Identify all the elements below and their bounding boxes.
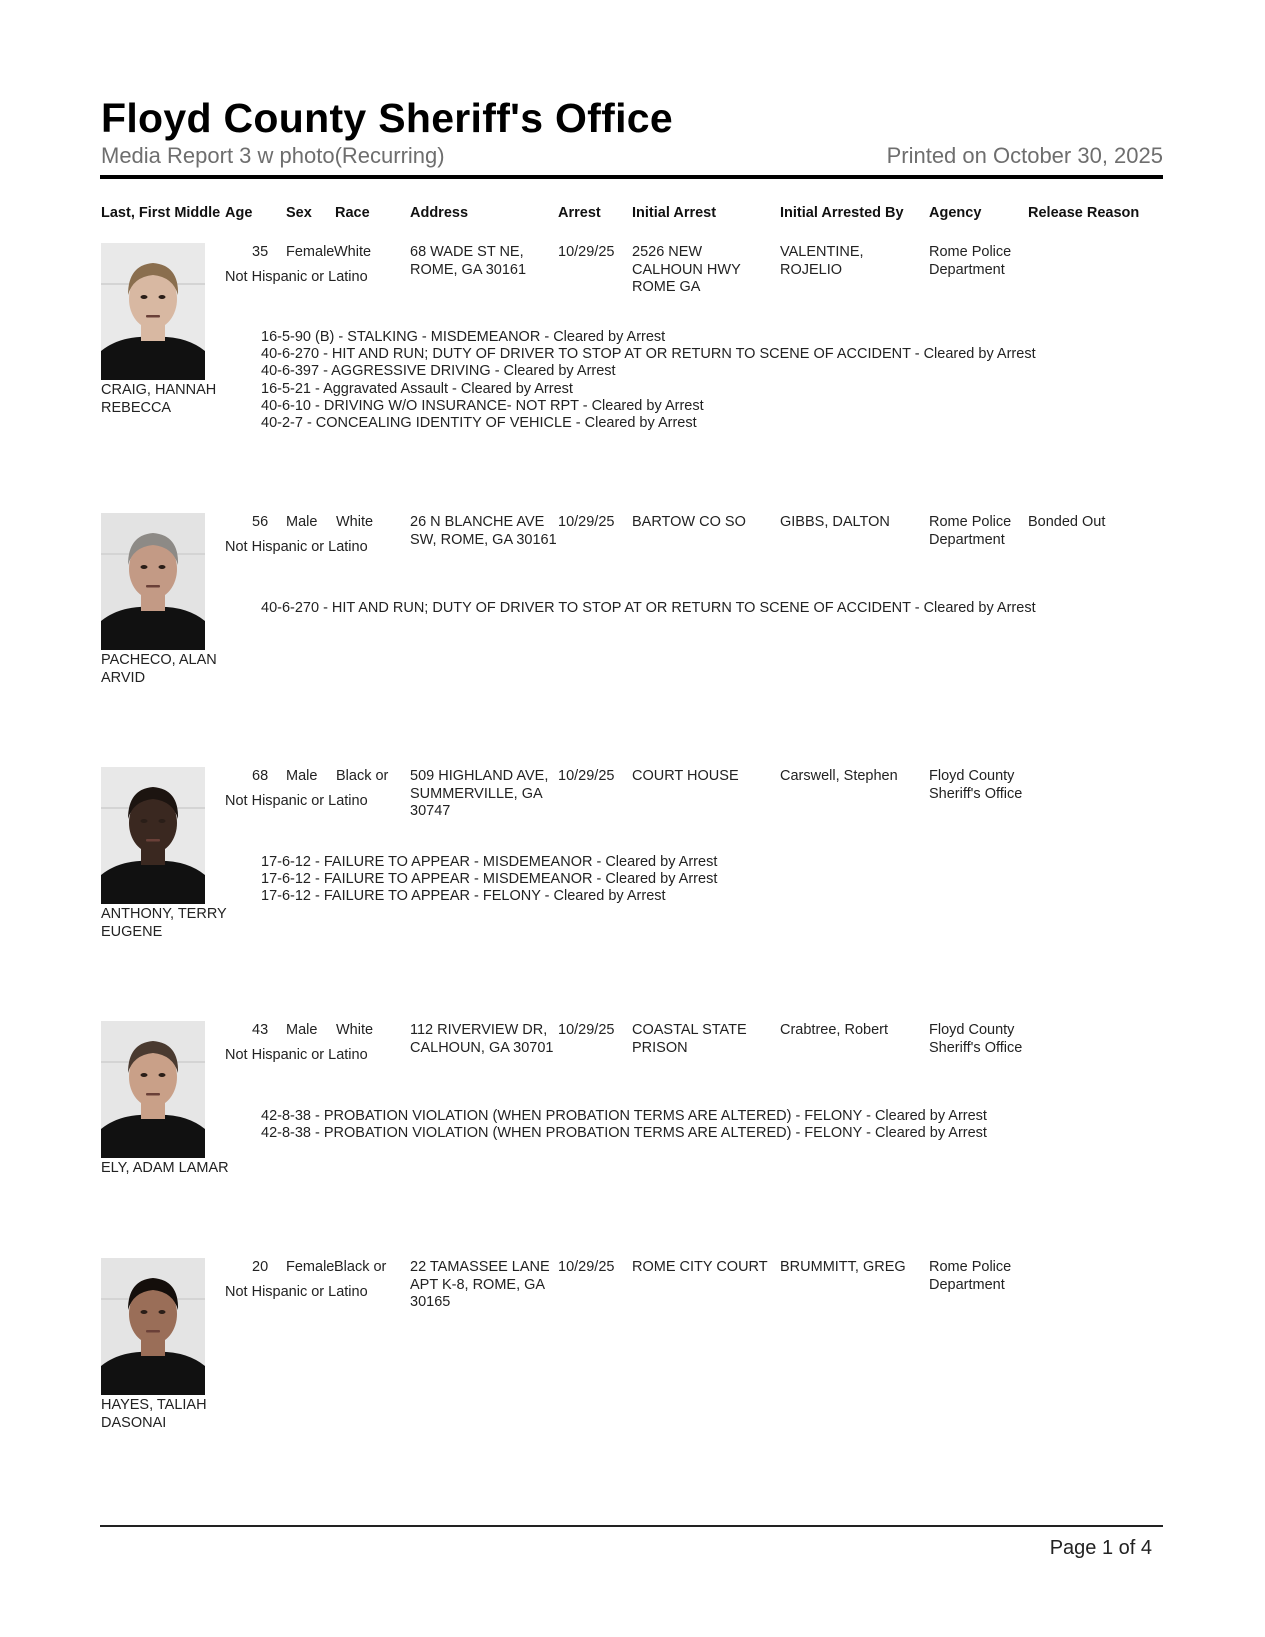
initial-arrest-location-line: COURT HOUSE: [632, 768, 739, 784]
initial-arrest-location-line: ROME GA: [632, 279, 701, 295]
col-sex: Sex: [286, 205, 312, 221]
initial-arrested-by: [780, 1259, 906, 1277]
initial-arrested-by-line: VALENTINE,: [780, 244, 864, 260]
initial-arrest-location-line: COASTAL STATE: [632, 1022, 747, 1038]
initial-arrested-by-line: GIBBS, DALTON: [780, 514, 890, 530]
header-rule: [100, 175, 1163, 179]
charges-list: [261, 854, 717, 906]
person-name: [101, 382, 216, 417]
name-line-1: CRAIG, HANNAH: [101, 382, 217, 398]
ethnicity-value: Not Hispanic or Latino: [225, 539, 368, 555]
address-value: [410, 768, 548, 821]
charge-item: 16-5-90 (B) - STALKING - MISDEMEANOR - Cleared by Arrest: [261, 329, 666, 345]
col-address: Address: [410, 205, 469, 221]
col-race: Race: [335, 205, 370, 221]
address-value: [410, 514, 557, 549]
col-name: Last, First Middle: [101, 205, 221, 221]
initial-arrest-location-line: 2526 NEW: [632, 244, 703, 260]
col-age: Age: [225, 205, 253, 221]
initial-arrested-by: [780, 514, 890, 532]
charge-item: 40-6-10 - DRIVING W/O INSURANCE- NOT RPT - Cleared by Arrest: [261, 397, 704, 414]
person-name: [101, 1160, 229, 1178]
name-line-1: PACHECO, ALAN: [101, 652, 217, 668]
initial-arrested-by-line: BRUMMITT, GREG: [780, 1259, 906, 1275]
address-value-line: 112 RIVERVIEW DR,: [410, 1022, 548, 1038]
agency-value-line: Sheriff's Office: [929, 785, 1023, 802]
charge-item: 40-6-270 - HIT AND RUN; DUTY OF DRIVER TO STOP AT OR RETURN TO SCENE OF ACCIDENT - Cleared by Arrest: [261, 600, 1036, 616]
charge-item: 40-6-397 - AGGRESSIVE DRIVING - Cleared by Arrest: [261, 363, 616, 380]
initial-arrest-location-line: PRISON: [632, 1039, 688, 1056]
name-line-1: HAYES, TALIAH: [101, 1397, 207, 1413]
col-release-reason: Release Reason: [1028, 205, 1140, 221]
ethnicity-value: Not Hispanic or Latino: [225, 793, 368, 809]
initial-arrested-by-line: Crabtree, Robert: [780, 1022, 888, 1038]
agency-value-line: Rome Police: [929, 1259, 1012, 1275]
charge-item: 42-8-38 - PROBATION VIOLATION (WHEN PROBATION TERMS ARE ALTERED) - FELONY - Cleared by Arrest: [261, 1108, 987, 1124]
initial-arrest-location: [632, 514, 746, 532]
person-name: [101, 906, 227, 941]
name-line-2: ARVID: [101, 669, 146, 686]
col-arrest: Arrest: [558, 205, 601, 221]
address-value-line: SW, ROME, GA 30161: [410, 531, 557, 548]
mugshot-photo: [101, 767, 205, 904]
address-value-line: APT K-8, ROME, GA: [410, 1276, 546, 1293]
sex-value: Male: [286, 768, 318, 784]
mugshot-photo: [101, 1021, 205, 1158]
sex-value: Female: [286, 244, 335, 260]
agency-value: [929, 514, 1011, 549]
charges-list: [261, 600, 1036, 617]
address-value-line: 30165: [410, 1294, 451, 1310]
address-value-line: 26 N BLANCHE AVE: [410, 514, 545, 530]
name-line-1: ELY, ADAM LAMAR: [101, 1160, 229, 1176]
race-value: Black or: [334, 1259, 387, 1275]
initial-arrest-location: [632, 1022, 747, 1057]
agency-value-line: Department: [929, 1276, 1005, 1293]
mugshot-photo: [101, 1258, 205, 1395]
charge-item: 17-6-12 - FAILURE TO APPEAR - MISDEMEANOR - Cleared by Arrest: [261, 854, 718, 870]
agency-value-line: Floyd County: [929, 1022, 1015, 1038]
race-value: Black or: [336, 768, 389, 784]
agency-value-line: Floyd County: [929, 768, 1015, 784]
printed-date: Printed on October 30, 2025: [886, 143, 1163, 168]
agency-value-line: Department: [929, 531, 1005, 548]
address-value: [410, 1259, 550, 1312]
charge-item: 17-6-12 - FAILURE TO APPEAR - MISDEMEANOR - Cleared by Arrest: [261, 871, 718, 888]
name-line-2: DASONAI: [101, 1414, 167, 1431]
page-number: Page 1 of 4: [1049, 1537, 1152, 1559]
charges-list: [261, 329, 1036, 432]
arrest-date: 10/29/25: [558, 1259, 615, 1275]
agency-value-line: Sheriff's Office: [929, 1039, 1023, 1056]
footer-rule: [100, 1525, 1163, 1527]
ethnicity-value: Not Hispanic or Latino: [225, 1284, 368, 1300]
initial-arrest-location: [632, 1259, 768, 1277]
ethnicity-value: Not Hispanic or Latino: [225, 269, 368, 285]
initial-arrest-location: [632, 244, 741, 297]
initial-arrest-location-line: ROME CITY COURT: [632, 1259, 768, 1275]
age-value: 35: [252, 244, 269, 260]
report-title: Floyd County Sheriff's Office: [101, 95, 673, 141]
sex-value: Male: [286, 514, 318, 530]
person-name: [101, 652, 217, 687]
initial-arrested-by: [780, 768, 898, 786]
agency-value-line: Rome Police: [929, 514, 1012, 530]
report-subtitle: Media Report 3 w photo(Recurring): [101, 143, 445, 168]
arrest-date: 10/29/25: [558, 244, 615, 260]
agency-value-line: Rome Police: [929, 244, 1012, 260]
agency-value-line: Department: [929, 261, 1005, 278]
release-reason: Bonded Out: [1028, 514, 1106, 530]
sex-value: Female: [286, 1259, 335, 1275]
age-value: 20: [252, 1259, 269, 1275]
initial-arrest-location: [632, 768, 739, 786]
race-value: White: [336, 514, 374, 530]
charge-item: 17-6-12 - FAILURE TO APPEAR - FELONY - Cleared by Arrest: [261, 888, 666, 905]
sex-value: Male: [286, 1022, 318, 1038]
charge-item: 40-2-7 - CONCEALING IDENTITY OF VEHICLE - Cleared by Arrest: [261, 415, 697, 432]
name-line-1: ANTHONY, TERRY: [101, 906, 227, 922]
mugshot-photo: [101, 513, 205, 650]
arrest-date: 10/29/25: [558, 514, 615, 530]
age-value: 56: [252, 514, 269, 530]
agency-value: [929, 768, 1022, 803]
name-line-2: REBECCA: [101, 399, 172, 416]
address-value-line: SUMMERVILLE, GA: [410, 785, 543, 802]
age-value: 43: [252, 1022, 269, 1038]
col-agency: Agency: [929, 205, 982, 221]
person-name: [101, 1397, 207, 1432]
race-value: White: [334, 244, 372, 260]
initial-arrested-by-line: ROJELIO: [780, 261, 843, 278]
col-initial-arrested-by: Initial Arrested By: [780, 205, 904, 221]
initial-arrested-by-line: Carswell, Stephen: [780, 768, 898, 784]
address-value: [410, 244, 526, 279]
mugshot-photo: [101, 243, 205, 380]
arrest-date: 10/29/25: [558, 768, 615, 784]
address-value-line: 30747: [410, 803, 451, 819]
arrest-date: 10/29/25: [558, 1022, 615, 1038]
race-value: White: [336, 1022, 374, 1038]
charge-item: 42-8-38 - PROBATION VIOLATION (WHEN PROBATION TERMS ARE ALTERED) - FELONY - Cleared by Arrest: [261, 1125, 987, 1142]
agency-value: [929, 1022, 1022, 1057]
initial-arrest-location-line: BARTOW CO SO: [632, 514, 746, 530]
charges-list: [261, 1108, 987, 1142]
address-value-line: CALHOUN, GA 30701: [410, 1039, 554, 1056]
address-value-line: 509 HIGHLAND AVE,: [410, 768, 549, 784]
agency-value: [929, 1259, 1011, 1294]
name-line-2: EUGENE: [101, 923, 163, 940]
age-value: 68: [252, 768, 269, 784]
initial-arrested-by: [780, 1022, 888, 1040]
charge-item: 16-5-21 - Aggravated Assault - Cleared by Arrest: [261, 380, 573, 397]
col-initial-arrest: Initial Arrest: [632, 205, 717, 221]
address-value-line: ROME, GA 30161: [410, 261, 527, 278]
initial-arrest-location-line: CALHOUN HWY: [632, 261, 741, 278]
charge-item: 40-6-270 - HIT AND RUN; DUTY OF DRIVER TO STOP AT OR RETURN TO SCENE OF ACCIDENT - Cleared by Arrest: [261, 346, 1036, 363]
initial-arrested-by: [780, 244, 864, 279]
address-value-line: 22 TAMASSEE LANE: [410, 1259, 550, 1275]
address-value-line: 68 WADE ST NE,: [410, 244, 524, 260]
agency-value: [929, 244, 1011, 279]
ethnicity-value: Not Hispanic or Latino: [225, 1047, 368, 1063]
address-value: [410, 1022, 553, 1057]
